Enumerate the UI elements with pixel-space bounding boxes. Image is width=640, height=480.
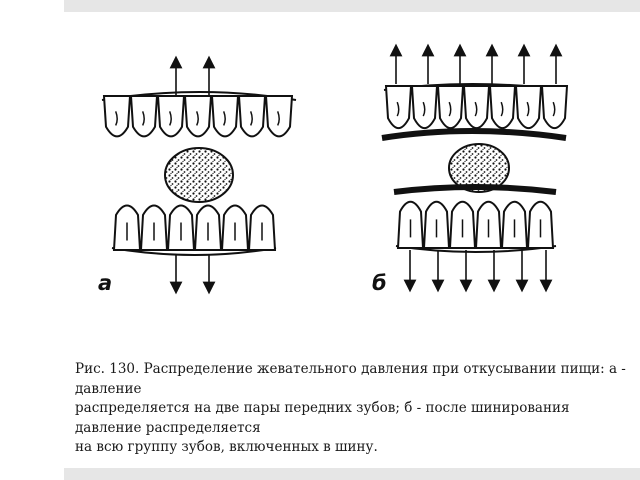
arrows-up-b bbox=[396, 50, 556, 84]
splint-upper bbox=[382, 131, 566, 138]
arrows-down-b bbox=[410, 250, 546, 286]
caption-line: давление bbox=[75, 380, 142, 397]
panel-b bbox=[372, 50, 567, 295]
caption-line: распределяется на две пары передних зубов; б - после шинирования bbox=[75, 400, 570, 416]
panel-label-b: б bbox=[372, 271, 387, 295]
food-bolus bbox=[165, 148, 233, 202]
caption-line: Рис. 130. Распределение жевательного давления при откусывании пищи: а - bbox=[75, 361, 626, 377]
panel-label-a: а bbox=[98, 271, 113, 295]
lower-teeth-b bbox=[396, 202, 556, 252]
caption-line: на всю группу зубов, включенных в шину. bbox=[75, 439, 378, 455]
upper-teeth-a bbox=[102, 92, 296, 136]
figure-caption bbox=[75, 360, 626, 458]
bottom-frame-bar bbox=[64, 468, 640, 480]
panel-a bbox=[98, 62, 296, 295]
caption-line: давление распределяется bbox=[75, 419, 261, 436]
lower-teeth-a bbox=[112, 206, 276, 256]
upper-teeth-b bbox=[384, 84, 567, 128]
